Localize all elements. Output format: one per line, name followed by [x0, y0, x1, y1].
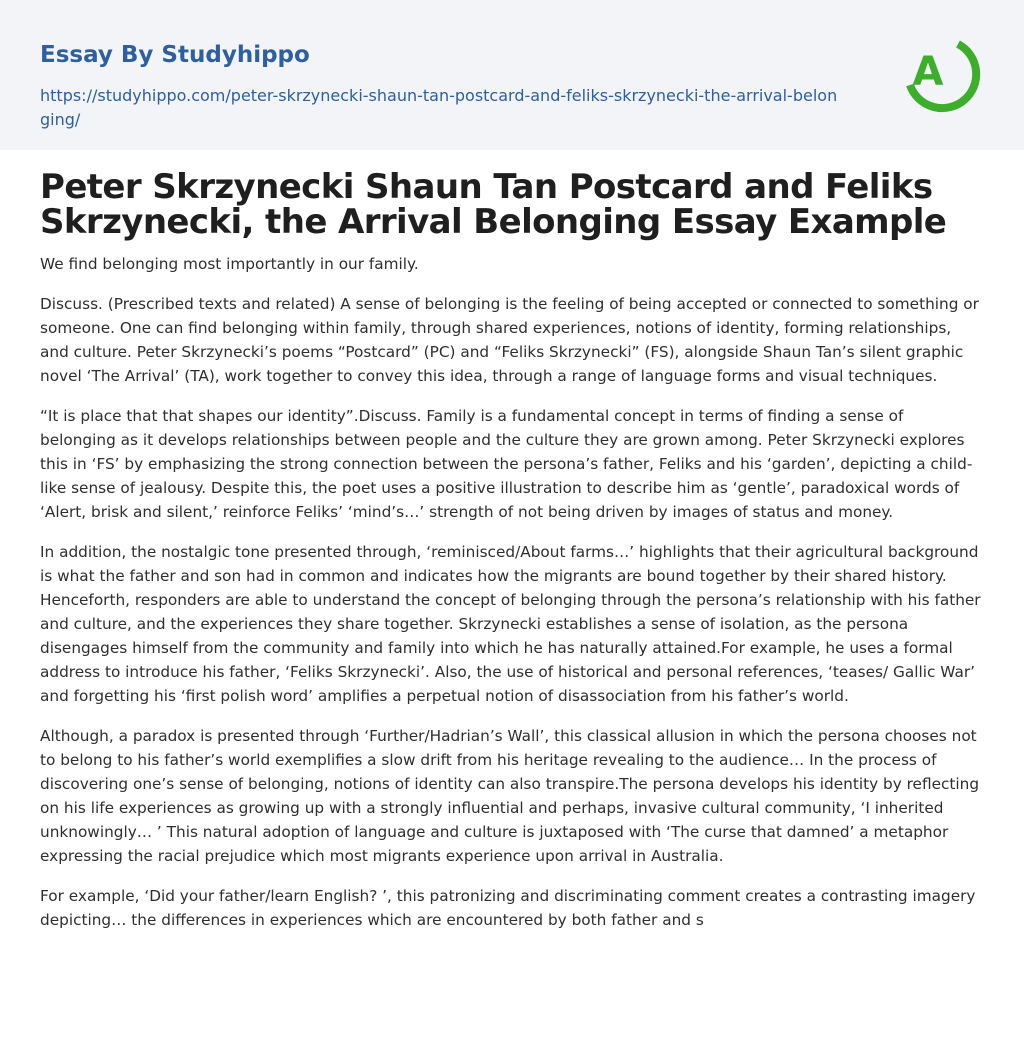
article: [0, 150, 1024, 932]
logo-letter: A: [912, 49, 944, 95]
paragraph: For example, ‘Did your father/learn English? ’, this patronizing and discriminating comment creates a contrasting imagery depicting… the differences in experiences which are encountered by both father and s: [40, 887, 976, 929]
paragraph: “It is place that that shapes our identity”.Discuss. Family is a fundamental concept in terms of finding a sense of belonging as it develops relationships between people and the culture they are grown among. Peter Skrzynecki explores this in ‘FS’ by emphasizing the strong connection between the persona’s father, Feliks and his ‘garden’, depicting a child-like sense of jealousy. Despite this, the poet uses a positive illustration to describe him as ‘gentle’, paradoxical words of ‘Alert, brisk and silent,’ reinforce Feliks’ ‘mind’s…’ strength of not being driven by images of status and money.: [40, 407, 973, 521]
page-title: Peter Skrzynecki Shaun Tan Postcard and Feliks Skrzynecki, the Arrival Belonging Essay Example: [40, 167, 947, 242]
paragraph: Discuss. (Prescribed texts and related) A sense of belonging is the feeling of being accepted or connected to something or someone. One can find belonging within family, through shared experiences, notions of identity, forming relationships, and culture. Peter Skrzynecki’s poems “Postcard” (PC) and “Feliks Skrzynecki” (FS), alongside Shaun Tan’s silent graphic novel ‘The Arrival’ (TA), work together to convey this idea, through a range of language forms and visual techniques.: [40, 295, 979, 385]
source-url[interactable]: https://studyhippo.com/peter-skrzynecki-shaun-tan-postcard-and-feliks-skrzynecki-the-arrival-belonging/: [40, 86, 838, 129]
paragraph: In addition, the nostalgic tone presented through, ‘reminisced/About farms…’ highlights that their agricultural background is what the father and son had in common and indicates how the migrants are bound together by their shared history. Henceforth, responders are able to understand the concept of belonging through the persona’s relationship with his father and culture, and the experiences they share together. Skrzynecki establishes a sense of isolation, as the persona disengages himself from the community and family into which he has naturally attained.For example, he uses a formal address to introduce his father, ‘Feliks Skrzynecki’. Also, the use of historical and personal references, ‘teases/ Gallic War’ and forgetting his ‘first polish word’ amplifies a perpetual notion of disassociation from his father’s world.: [40, 543, 981, 705]
paragraph: Although, a paradox is presented through ‘Further/Hadrian’s Wall’, this classical allusion in which the persona chooses not to belong to his father’s world exemplifies a slow drift from his heritage revealing to the audience… In the process of discovering one’s sense of belonging, notions of identity can also transpire.The persona develops his identity by reflecting on his life experiences as growing up with a strongly influential and perhaps, invasive cultural community, ‘I inherited unknowingly… ’ This natural adoption of language and culture is juxtaposed with ‘The curse that damned’ a metaphor expressing the racial prejudice which most migrants experience upon arrival in Australia.: [40, 727, 980, 865]
site-name[interactable]: Essay By Studyhippo: [40, 42, 310, 68]
studyhippo-logo-icon[interactable]: [900, 30, 984, 114]
site-header: [0, 0, 1024, 150]
paragraph: We find belonging most importantly in our family.: [40, 255, 419, 273]
